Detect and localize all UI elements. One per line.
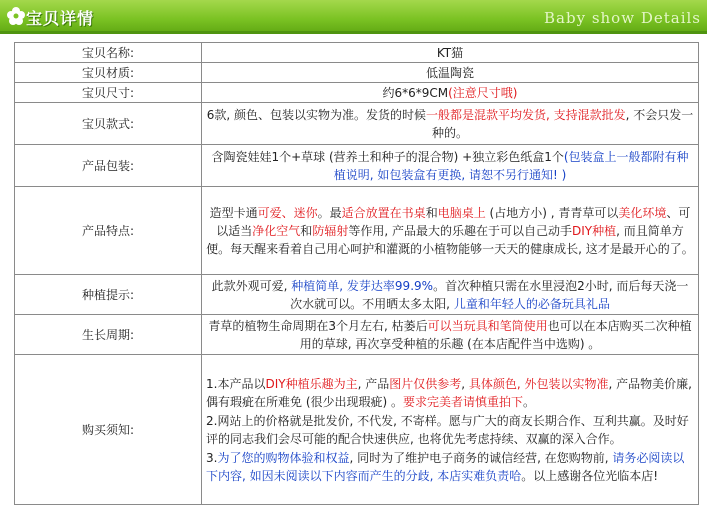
text-segment: (注意尺寸哦) — [448, 85, 518, 100]
text-segment: 种植简单, 发芽达率99.9% — [291, 278, 434, 293]
row-label: 种植提示: — [15, 275, 202, 315]
row-value — [202, 83, 699, 103]
row-value — [202, 187, 699, 275]
row-label: 宝贝款式: — [15, 103, 202, 145]
text-segment: 具体颜色, 外包装以实物准 — [468, 376, 609, 391]
text-segment: 青草的植物生命周期在3个月左右, 枯萎后 — [208, 318, 428, 333]
text-segment: , 同时为了维护电子商务的诚信经营, 在您购物前, — [349, 450, 613, 465]
row-value — [202, 355, 699, 505]
row-value — [202, 145, 699, 187]
row-value — [202, 63, 699, 83]
table-row — [15, 63, 699, 83]
text-segment: 。最 — [317, 205, 342, 220]
text-segment: 。以上感谢各位光临本店! — [521, 468, 659, 483]
text-segment: 要求完美者请慎重拍下 — [403, 394, 524, 409]
text-segment: 适合放置在书桌 — [341, 205, 426, 220]
text-segment: 、可以适当 — [216, 205, 691, 238]
text-segment: 防辐射 — [312, 223, 349, 238]
row-label: 产品特点: — [15, 187, 202, 275]
text-segment: 此款外观可爱, — [211, 278, 292, 293]
product-details-table — [14, 42, 699, 505]
row-label: 宝贝尺寸: — [15, 83, 202, 103]
text-segment: KT猫 — [436, 45, 464, 60]
text-segment: 请务必阅读以下内容, 如因未阅读以下内容而产生的分歧, 本店实难负责哈 — [206, 450, 685, 483]
text-segment: 1.本产品以 — [206, 376, 266, 391]
table-row — [15, 355, 699, 505]
text-segment: (占地方小) , 青青草可以 — [485, 205, 619, 220]
row-label: 产品包装: — [15, 145, 202, 187]
text-segment: DIY种植 — [571, 223, 617, 238]
text-segment: 。 — [523, 394, 536, 409]
row-value — [202, 275, 699, 315]
text-segment: 图片仅供参考 — [389, 376, 462, 391]
table-row — [15, 103, 699, 145]
text-segment: , 不会只发一种的。 — [431, 107, 694, 140]
details-banner — [0, 0, 707, 34]
text-segment: 约6*6*9CM — [382, 85, 449, 100]
notice-paragraph — [206, 375, 694, 411]
banner-divider — [0, 31, 707, 34]
row-value — [202, 315, 699, 355]
row-label: 生长周期: — [15, 315, 202, 355]
row-label: 宝贝材质: — [15, 63, 202, 83]
row-label: 购买须知: — [15, 355, 202, 505]
text-segment: 可爱、迷你 — [257, 205, 318, 220]
text-segment: 也可以在本店购买二次种植用的草球, 再次享受种植的乐趣 (在本店配件当中选购) 。 — [299, 318, 692, 351]
text-segment: , 而且简单方便。每天醒来看着自己用心呵护和灌溉的小植物能够一天天的健康成长, 这才是最开心的了。 — [206, 223, 694, 256]
table-row — [15, 275, 699, 315]
text-segment: 造型卡通 — [209, 205, 258, 220]
table-row — [15, 83, 699, 103]
text-segment: DIY种植乐趣为主 — [265, 376, 358, 391]
text-segment: 一般都是混款平均发货, 支持混款批发 — [425, 107, 626, 122]
text-segment: 儿童和年轻人的必备玩具礼品 — [453, 296, 610, 311]
flower-icon — [6, 6, 26, 26]
text-segment: , — [461, 376, 469, 391]
row-value — [202, 103, 699, 145]
text-segment: 3. — [206, 450, 218, 465]
notice-paragraph — [206, 449, 694, 485]
row-value — [202, 43, 699, 63]
text-segment: 。首次种植只需在水里浸泡2小时, 而后每天浇一次水就可以。不用晒太多太阳, — [290, 278, 689, 311]
text-segment: 等作用, 产品最大的乐趣在于可以自己动手 — [348, 223, 572, 238]
text-segment: 含陶瓷娃娃1个+草球 (营养土和种子的混合物) +独立彩色纸盒1个 — [211, 149, 564, 164]
text-segment: 低温陶瓷 — [425, 65, 474, 80]
text-segment: 6款, 颜色、包装以实物为准。发货的时候 — [206, 107, 426, 122]
table-row — [15, 145, 699, 187]
text-segment: 2.网站上的价格就是批发价, 不代发, 不寄样。愿与广大的商友长期合作、互利共赢。及时好评的同志我们会尽可能的配合快速供应, 也将优先考虑持续、双赢的深入合作。 — [206, 413, 689, 446]
text-segment: , 产品 — [357, 376, 390, 391]
text-segment: 和 — [425, 205, 438, 220]
row-label: 宝贝名称: — [15, 43, 202, 63]
text-segment: 和 — [300, 223, 313, 238]
text-segment: 为了您的购物体验和权益 — [217, 450, 350, 465]
text-segment: 电脑桌上 — [437, 205, 486, 220]
text-segment: 美化环境 — [618, 205, 667, 220]
notice-paragraph — [206, 412, 694, 448]
text-segment: 净化空气 — [252, 223, 301, 238]
text-segment: (包装盒上一般都附有种植说明, 如包装盒有更换, 请恕不另行通知! ) — [333, 149, 689, 182]
banner-subtitle: Baby show Details — [544, 9, 701, 27]
table-row — [15, 43, 699, 63]
table-row — [15, 315, 699, 355]
table-row — [15, 187, 699, 275]
text-segment: 可以当玩具和笔筒使用 — [427, 318, 548, 333]
banner-title: 宝贝详情 — [26, 9, 95, 28]
text-segment: , 产品物美价廉, 偶有瑕疵在所难免 (很少出现瑕疵) 。 — [206, 376, 692, 409]
